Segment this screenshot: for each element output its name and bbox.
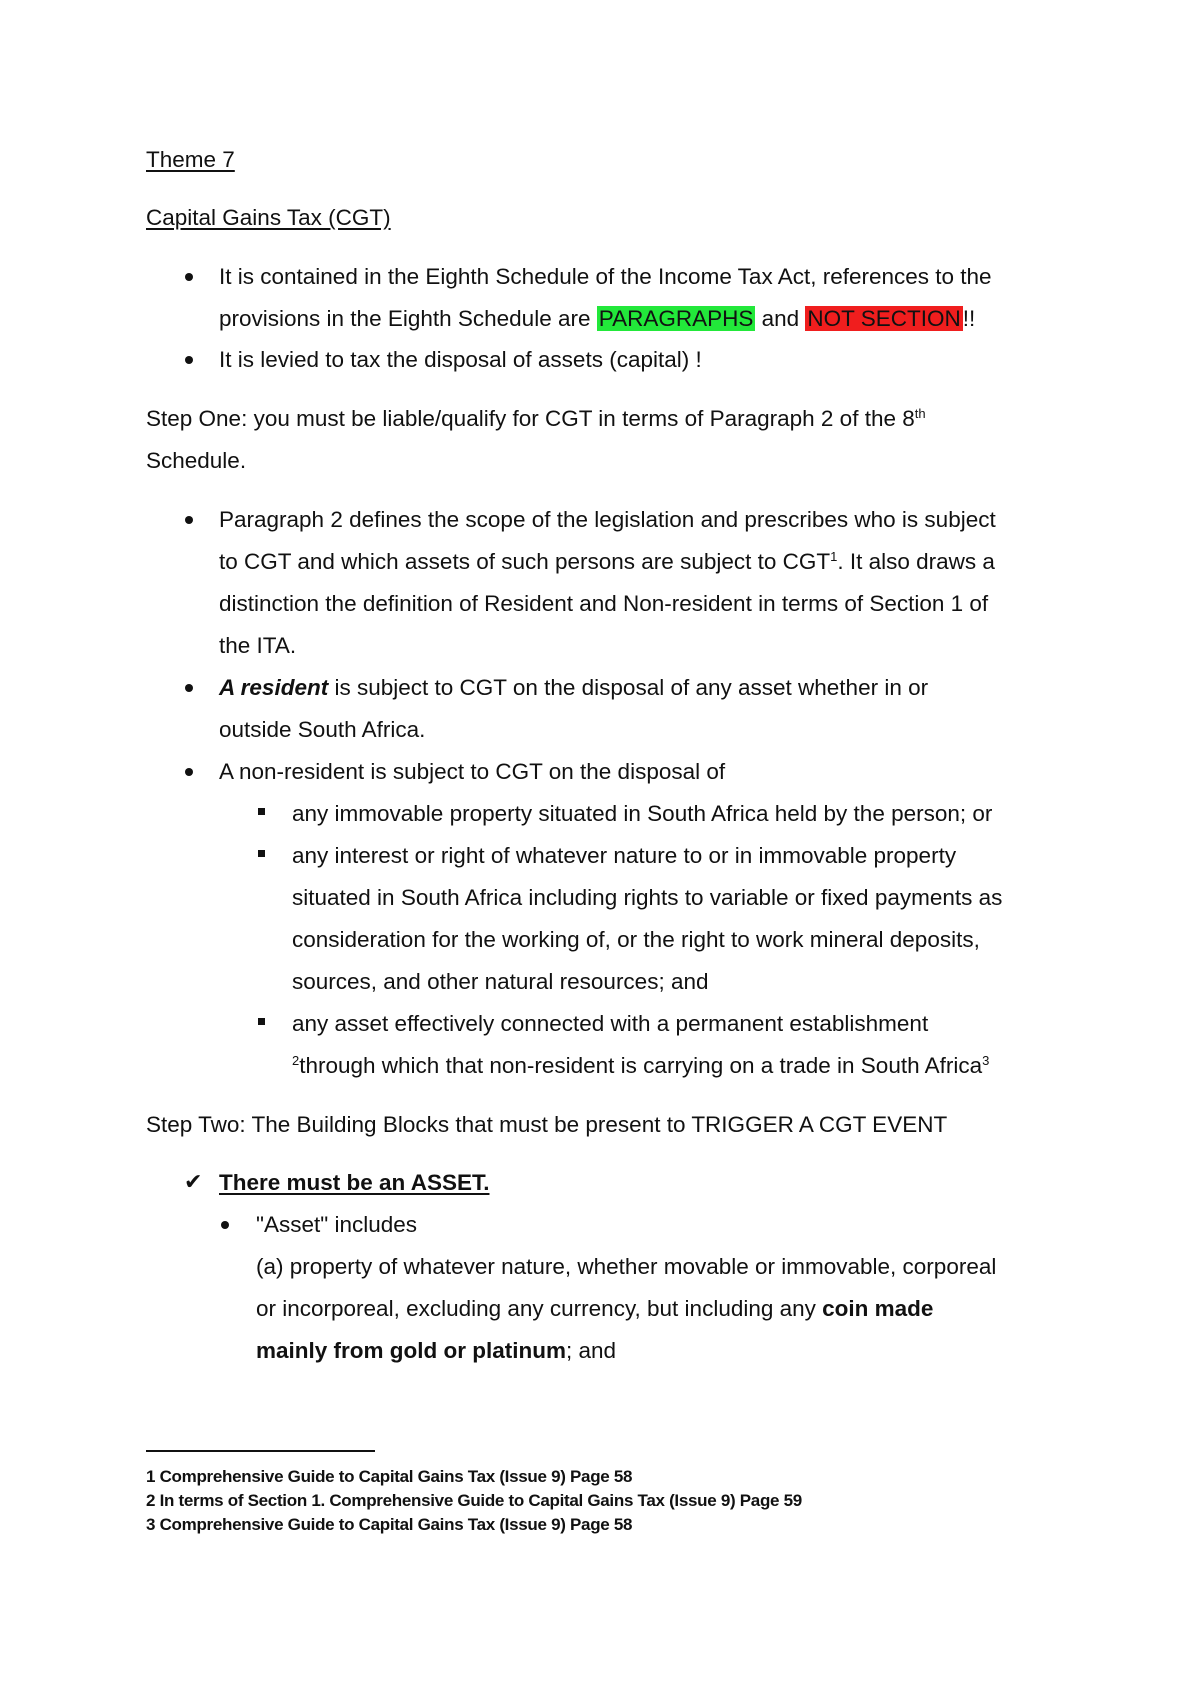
nonresident-sub-3-line-2: $^2$through which that non-resident is carrying on a trade in South Africa$^3$ bbox=[292, 1053, 990, 1078]
nonresident-sub-1: any immovable property situated in South Africa held by the person; or bbox=[292, 801, 993, 826]
nonresident-line-1: A non-resident is subject to CGT on the disposal of bbox=[219, 759, 726, 784]
square-bullet-icon bbox=[258, 1018, 265, 1025]
section-heading: Capital Gains Tax (CGT) bbox=[146, 205, 391, 230]
checkmark-icon: ✔ bbox=[184, 1170, 203, 1195]
nonresident-sub-3-line-1: any asset effectively connected with a permanent establishment bbox=[292, 1011, 929, 1036]
asset-def-line-3: or incorporeal, excluding any currency, but including any coin made bbox=[256, 1296, 934, 1321]
asset-requirement: There must be an ASSET. bbox=[219, 1170, 490, 1195]
nonresident-sub-2-line-2: situated in South Africa including rights to variable or fixed payments as bbox=[292, 885, 1003, 910]
asset-def-line-1: "Asset" includes bbox=[256, 1212, 418, 1237]
footnote-3: 3 Comprehensive Guide to Capital Gains Tax (Issue 9) Page 58 bbox=[146, 1515, 633, 1534]
para2-line-2: to CGT and which assets of such persons are subject to CGT$^1$. It also draws a bbox=[219, 549, 995, 574]
footnote-ref: 2 bbox=[292, 1053, 300, 1068]
footnote-ref: 1 bbox=[830, 549, 838, 564]
bullet-icon bbox=[185, 516, 193, 524]
para2-line-4: the ITA. bbox=[219, 633, 297, 658]
footnote-separator bbox=[146, 1450, 375, 1452]
intro-bullet-2: It is levied to tax the disposal of assets (capital) ! bbox=[219, 347, 702, 372]
footnote-ref: 3 bbox=[982, 1053, 990, 1068]
para2-line-1: Paragraph 2 defines the scope of the legislation and prescribes who is subject bbox=[219, 507, 996, 532]
asset-def-line-2: (a) property of whatever nature, whether movable or immovable, corporeal bbox=[256, 1254, 997, 1279]
para2-line-3: distinction the definition of Resident and Non-resident in terms of Section 1 of bbox=[219, 591, 989, 616]
not-section-highlight: NOT SECTION bbox=[807, 306, 961, 331]
step-one-line-2: Schedule. bbox=[146, 448, 247, 473]
square-bullet-icon bbox=[258, 850, 265, 857]
step-two: Step Two: The Building Blocks that must be present to TRIGGER A CGT EVENT bbox=[146, 1112, 948, 1137]
intro-bullet-1-line-2: provisions in the Eighth Schedule are PARAGRAPHS and NOT SECTION!! bbox=[219, 306, 976, 331]
nonresident-sub-2-line-1: any interest or right of whatever nature to or in immovable property bbox=[292, 843, 957, 868]
page-title: Theme 7 bbox=[146, 147, 235, 172]
bullet-icon bbox=[185, 356, 193, 364]
bullet-icon bbox=[185, 684, 193, 692]
resident-line-2: outside South Africa. bbox=[219, 717, 426, 742]
square-bullet-icon bbox=[258, 808, 265, 815]
resident-line-1: A resident is subject to CGT on the disposal of any asset whether in or bbox=[219, 675, 929, 700]
intro-bullet-1-line-1: It is contained in the Eighth Schedule of the Income Tax Act, references to the bbox=[219, 264, 992, 289]
nonresident-sub-2-line-3: consideration for the working of, or the right to work mineral deposits, bbox=[292, 927, 980, 952]
asset-def-line-4: mainly from gold or platinum; and bbox=[256, 1338, 617, 1363]
paragraphs-highlight: PARAGRAPHS bbox=[598, 306, 754, 331]
bullet-icon bbox=[221, 1221, 229, 1229]
footnote-1: 1 Comprehensive Guide to Capital Gains Tax (Issue 9) Page 58 bbox=[146, 1467, 633, 1486]
step-one-line-1: Step One: you must be liable/qualify for CGT in terms of Paragraph 2 of the 8th bbox=[146, 406, 926, 431]
bullet-icon bbox=[185, 768, 193, 776]
footnote-2: 2 In terms of Section 1. Comprehensive Guide to Capital Gains Tax (Issue 9) Page 59 bbox=[146, 1491, 802, 1510]
bullet-icon bbox=[185, 273, 193, 281]
nonresident-sub-2-line-4: sources, and other natural resources; and bbox=[292, 969, 709, 994]
